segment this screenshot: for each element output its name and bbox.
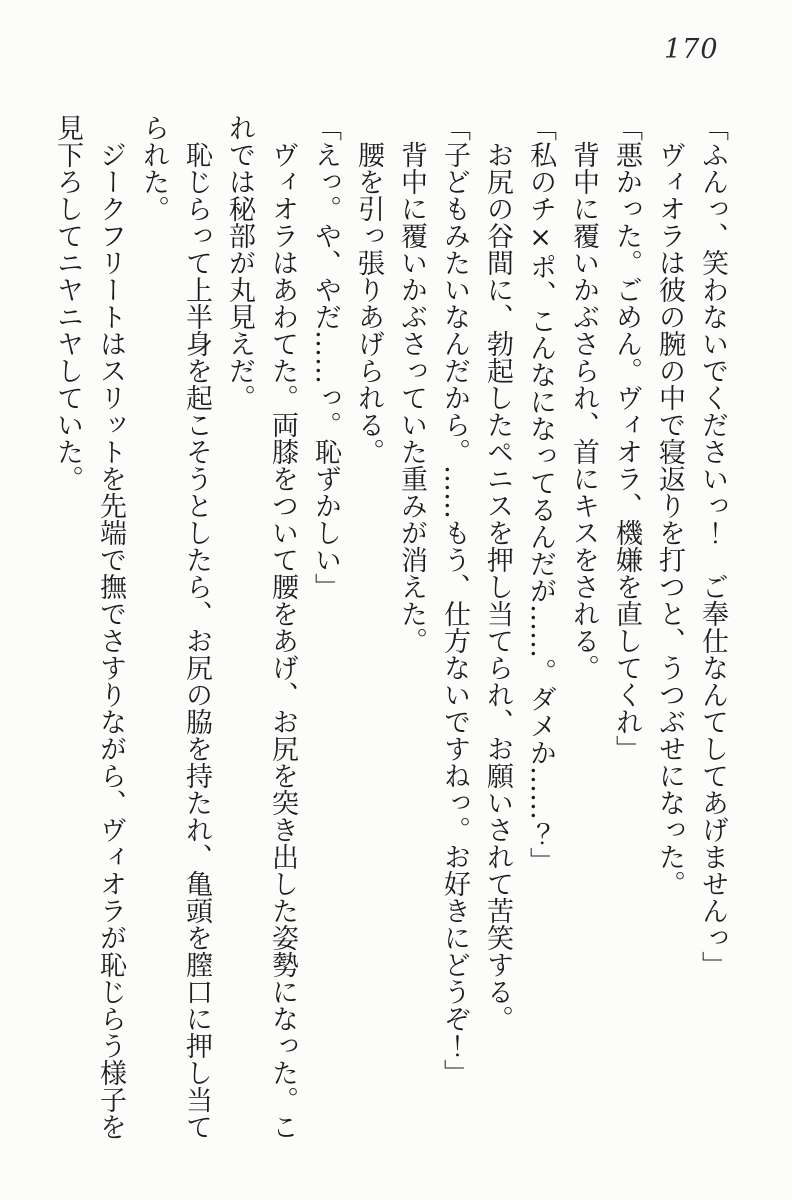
paragraph: 「えっ。や、やだ……っ。恥ずかしい」: [310, 114, 341, 600]
paragraph: ジークフリートはスリットを先端で撫でさすりながら、ヴィオラが恥じらう様子を見下ろしてニヤニヤしていた。: [52, 114, 126, 1140]
paragraph: 「ふんっ、笑わないでくださいっ！ ご奉仕なんてしてあげませんっ」: [697, 114, 728, 978]
paragraph: ヴィオラは彼の腕の中で寝返りを打つと、うつぶせになった。: [654, 141, 685, 897]
paragraph: 腰を引っ張りあげられる。: [353, 141, 384, 465]
body-text-block: [46, 114, 734, 1146]
paragraph: ヴィオラはあわてた。両膝をついて腰をあげ、お尻を突き出した姿勢になった。これでは秘部が丸見えだ。: [224, 114, 298, 1140]
paragraph: 背中に覆いかぶさられ、首にキスをされる。: [568, 141, 599, 681]
paragraph: お尻の谷間に、勃起したペニスを押し当てられ、お願いされて苦笑する。: [482, 141, 513, 1032]
paragraph: 恥じらって上半身を起こそうとしたら、お尻の脇を持たれ、亀頭を膣口に押し当てられた。: [138, 114, 212, 1140]
paragraph: 「私のチ×ポ、こんなになってるんだが……。ダメか……？」: [525, 114, 556, 874]
paragraph: 背中に覆いかぶさっていた重みが消えた。: [396, 141, 427, 654]
paragraph: 「悪かった。ごめん。ヴィオラ、機嫌を直してくれ」: [611, 114, 642, 762]
page-number: 170: [664, 34, 719, 65]
paragraph: 「子どもみたいなんだから。……もう、仕方ないですねっ。お好きにどうぞ！」: [439, 114, 470, 1086]
